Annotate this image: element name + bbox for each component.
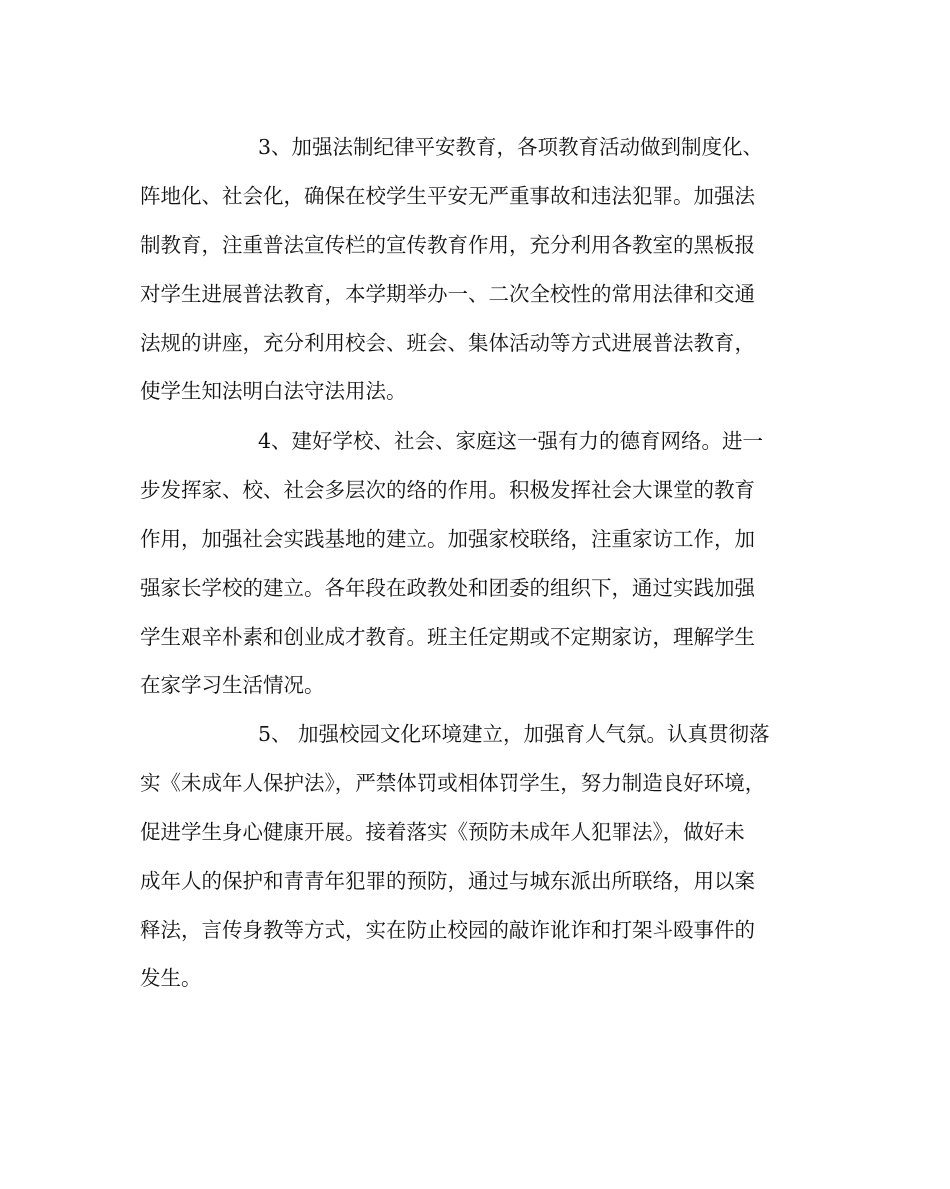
paragraph-3-line-1: 3、加强法制纪律平安教育，各项教育活动做到制度化、 bbox=[258, 135, 764, 159]
paragraph-3-line-2: 阵地化、社会化，确保在校学生平安无严重事故和违法犯罪。加强法 bbox=[140, 184, 755, 208]
paragraph-5-line-6: 发生。 bbox=[140, 966, 202, 990]
paragraph-5-line-1: 5、 加强校园文化环境建立，加强育人气氛。认真贯彻落 bbox=[258, 722, 770, 746]
paragraph-3-line-4: 对学生进展普法教育，本学期举办一、二次全校性的常用法律和交通 bbox=[140, 282, 755, 306]
paragraph-5-line-3: 促进学生身心健康开展。接着落实《预防未成年人犯罪法》，做好未 bbox=[140, 820, 745, 844]
paragraph-3-line-5: 法规的讲座，充分利用校会、班会、集体活动等方式进展普法教育， bbox=[140, 331, 755, 355]
paragraph-4-line-5: 学生艰辛朴素和创业成才教育。班主任定期或不定期家访，理解学生 bbox=[140, 625, 755, 649]
paragraph-4-line-3: 作用，加强社会实践基地的建立。加强家校联络，注重家访工作，加 bbox=[140, 527, 755, 551]
paragraph-4-line-2: 步发挥家、校、社会多层次的络的作用。积极发挥社会大课堂的教育 bbox=[140, 478, 755, 502]
paragraph-3-line-6: 使学生知法明白法守法用法。 bbox=[140, 379, 407, 403]
paragraph-4-line-1: 4、建好学校、社会、家庭这一强有力的德育网络。进一 bbox=[258, 429, 764, 453]
paragraph-4-line-4: 强家长学校的建立。各年段在政教处和团委的组织下，通过实践加强 bbox=[140, 576, 755, 600]
paragraph-5-line-2: 实《未成年人保护法》，严禁体罚或相体罚学生，努力制造良好环境， bbox=[140, 771, 766, 795]
document-body bbox=[140, 0, 820, 1189]
paragraph-5-line-5: 释法，言传身教等方式，实在防止校园的敲诈讹诈和打架斗殴事件的 bbox=[140, 918, 755, 942]
paragraph-3-line-3: 制教育，注重普法宣传栏的宣传教育作用，充分利用各教室的黑板报 bbox=[140, 233, 755, 257]
paragraph-4-line-6: 在家学习生活情况。 bbox=[140, 673, 325, 697]
paragraph-5-line-4: 成年人的保护和青青年犯罪的预防，通过与城东派出所联络，用以案 bbox=[140, 869, 755, 893]
